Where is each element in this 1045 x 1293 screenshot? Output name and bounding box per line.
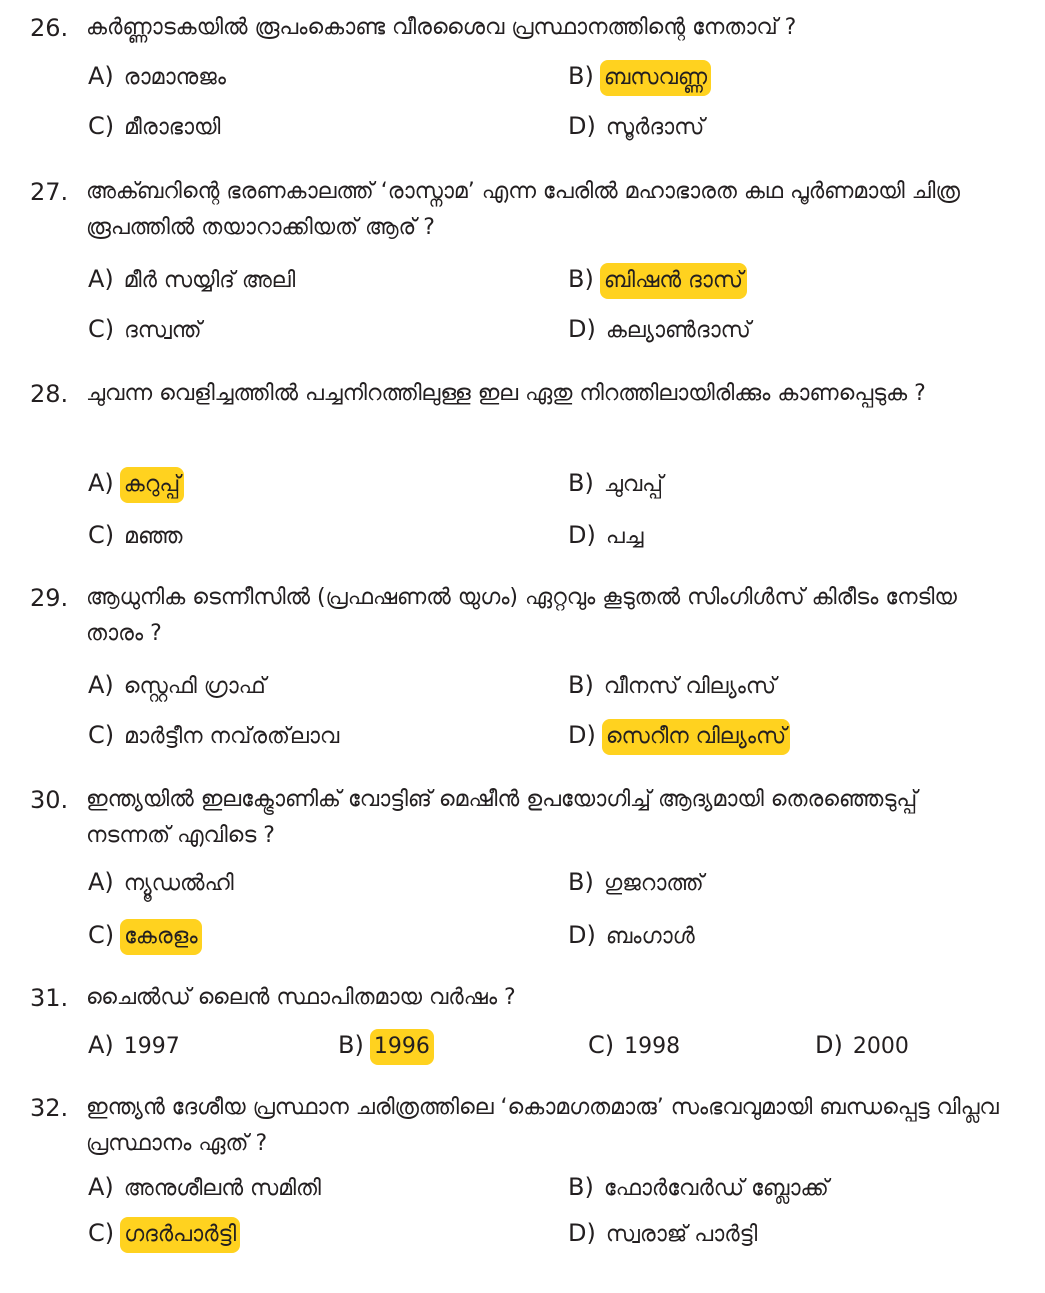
answer-option[interactable] bbox=[568, 311, 751, 349]
option-text: മീർ സയ്യിദ് അലി bbox=[123, 268, 296, 293]
option-text: മീരാഭായി bbox=[124, 115, 221, 140]
answer-option[interactable] bbox=[568, 717, 790, 755]
option-text: 2000 bbox=[852, 1034, 909, 1059]
question-text: ചൈൽഡ് ലൈൻ സ്ഥാപിതമായ വർഷം ? bbox=[86, 985, 516, 1010]
question-number: 26. bbox=[30, 14, 69, 42]
option-text: ബംഗാൾ bbox=[605, 924, 695, 949]
answer-option[interactable] bbox=[568, 58, 711, 96]
option-text: സ്വരാജ് പാർട്ടി bbox=[605, 1222, 758, 1247]
answer-option[interactable] bbox=[568, 261, 747, 299]
option-text: ഗുജറാത്ത് bbox=[603, 871, 704, 896]
answer-option[interactable] bbox=[88, 1027, 180, 1065]
answer-option[interactable] bbox=[88, 465, 184, 503]
answer-option[interactable] bbox=[568, 667, 776, 705]
option-text: അനുശീലൻ സമിതി bbox=[123, 1176, 321, 1201]
answer-option[interactable] bbox=[568, 864, 704, 902]
answer-option[interactable] bbox=[88, 108, 220, 146]
option-letter: C) bbox=[88, 921, 115, 949]
option-letter: D) bbox=[568, 112, 596, 140]
answer-option[interactable] bbox=[568, 1169, 829, 1207]
option-letter: D) bbox=[568, 921, 596, 949]
correct-answer-text: ഗദർപാർട്ടി bbox=[120, 1217, 240, 1253]
answer-option[interactable] bbox=[88, 667, 266, 705]
question-number: 32. bbox=[30, 1094, 69, 1122]
option-text: മഞ്ഞ bbox=[124, 524, 183, 549]
option-letter: D) bbox=[568, 1219, 596, 1247]
correct-answer-text: ബസവണ്ണ bbox=[600, 60, 711, 96]
answer-option[interactable] bbox=[88, 517, 182, 555]
question-text: ആധുനിക ടെന്നീസിൽ (പ്രഫഷണൽ യുഗം) ഏറ്റവും കൂടുതൽ സിംഗിൾസ് കിരീടം നേടിയ താരം ? bbox=[86, 585, 957, 646]
option-text: വീനസ് വില്യംസ് bbox=[603, 674, 777, 699]
correct-answer-text: ബിഷൻ ദാസ് bbox=[600, 263, 747, 299]
correct-answer-text: സെറീന വില്യംസ് bbox=[602, 719, 790, 755]
option-text: 1998 bbox=[624, 1034, 681, 1059]
option-text: കല്യാൺദാസ് bbox=[605, 318, 751, 343]
answer-option[interactable] bbox=[88, 864, 234, 902]
option-letter: D) bbox=[568, 721, 596, 749]
question-text: അക്ബറിന്റെ ഭരണകാലത്ത് ‘രാസ്നാമ’ എന്ന പേരിൽ മഹാഭാരത കഥ പൂർണമായി ചിത്ര രൂപത്തിൽ തയാറാക്കിയത് ആര് ? bbox=[86, 179, 960, 240]
option-letter: C) bbox=[88, 315, 115, 343]
option-letter: C) bbox=[88, 112, 115, 140]
question-number: 31. bbox=[30, 984, 69, 1012]
answer-option[interactable] bbox=[88, 917, 202, 955]
question-number: 27. bbox=[30, 178, 69, 206]
answer-option[interactable] bbox=[568, 108, 704, 146]
option-letter: C) bbox=[88, 721, 115, 749]
option-letter: B) bbox=[568, 868, 594, 896]
option-letter: A) bbox=[88, 1173, 114, 1201]
option-text: ദസ്വന്ത് bbox=[124, 318, 202, 343]
answer-option[interactable] bbox=[568, 465, 663, 503]
correct-answer-text: 1996 bbox=[370, 1029, 434, 1065]
answer-option[interactable] bbox=[88, 58, 226, 96]
option-text: ചുവപ്പ് bbox=[603, 472, 663, 497]
option-letter: A) bbox=[88, 469, 114, 497]
answer-option[interactable] bbox=[88, 1215, 240, 1253]
question-text: കർണ്ണാടകയിൽ രൂപംകൊണ്ട വീരശൈവ പ്രസ്ഥാനത്തിന്റെ നേതാവ് ? bbox=[86, 15, 797, 40]
question-number: 28. bbox=[30, 380, 69, 408]
answer-option[interactable] bbox=[568, 917, 695, 955]
option-text: ഫോർവേർഡ് ബ്ലോക്ക് bbox=[603, 1176, 829, 1201]
option-text: സൂർദാസ് bbox=[605, 115, 705, 140]
option-letter: C) bbox=[588, 1031, 615, 1059]
option-letter: D) bbox=[568, 521, 596, 549]
answer-option[interactable] bbox=[88, 261, 295, 299]
answer-option[interactable] bbox=[88, 311, 202, 349]
option-text: സ്റ്റെഫി ഗ്രാഫ് bbox=[123, 674, 266, 699]
option-letter: B) bbox=[568, 265, 594, 293]
option-letter: B) bbox=[568, 62, 594, 90]
answer-option[interactable] bbox=[568, 517, 643, 555]
question-text: ഇന്ത്യൻ ദേശീയ പ്രസ്ഥാന ചരിത്രത്തിലെ ‘കൊമഗതമാരു’ സംഭവവുമായി ബന്ധപ്പെട്ട വിപ്ലവ പ്രസ്ഥാനം ഏത് ? bbox=[86, 1095, 999, 1156]
question-text: ഇന്ത്യയിൽ ഇലക്ട്രോണിക് വോട്ടിങ് മെഷീൻ ഉപയോഗിച്ച് ആദ്യമായി തെരഞ്ഞെടുപ്പ് നടന്നത് എവിടെ ? bbox=[86, 787, 918, 848]
answer-option[interactable] bbox=[88, 717, 339, 755]
option-letter: A) bbox=[88, 671, 114, 699]
answer-option[interactable] bbox=[88, 1169, 321, 1207]
option-letter: D) bbox=[815, 1031, 843, 1059]
answer-option[interactable] bbox=[338, 1027, 434, 1065]
option-letter: A) bbox=[88, 265, 114, 293]
correct-answer-text: കേരളം bbox=[120, 919, 201, 955]
option-letter: B) bbox=[568, 671, 594, 699]
option-text: രാമാനുജം bbox=[123, 65, 226, 90]
question-number: 30. bbox=[30, 786, 69, 814]
option-text: മാർട്ടീന നവ്‌രത്‌ലാവ bbox=[124, 724, 340, 749]
answer-option[interactable] bbox=[568, 1215, 757, 1253]
option-letter: C) bbox=[88, 1219, 115, 1247]
question-number: 29. bbox=[30, 584, 69, 612]
option-letter: A) bbox=[88, 1031, 114, 1059]
option-letter: A) bbox=[88, 868, 114, 896]
option-text: ന്യൂഡൽഹി bbox=[123, 871, 234, 896]
option-letter: B) bbox=[338, 1031, 364, 1059]
answer-option[interactable] bbox=[588, 1027, 680, 1065]
option-letter: A) bbox=[88, 62, 114, 90]
option-letter: D) bbox=[568, 315, 596, 343]
correct-answer-text: കറുപ്പ് bbox=[120, 467, 184, 503]
option-letter: C) bbox=[88, 521, 115, 549]
answer-option[interactable] bbox=[815, 1027, 909, 1065]
question-text: ചുവന്ന വെളിച്ചത്തിൽ പച്ചനിറത്തിലുള്ള ഇല ഏതു നിറത്തിലായിരിക്കും കാണപ്പെടുക ? bbox=[86, 381, 926, 406]
option-letter: B) bbox=[568, 1173, 594, 1201]
option-text: 1997 bbox=[123, 1034, 180, 1059]
option-letter: B) bbox=[568, 469, 594, 497]
option-text: പച്ച bbox=[605, 524, 644, 549]
